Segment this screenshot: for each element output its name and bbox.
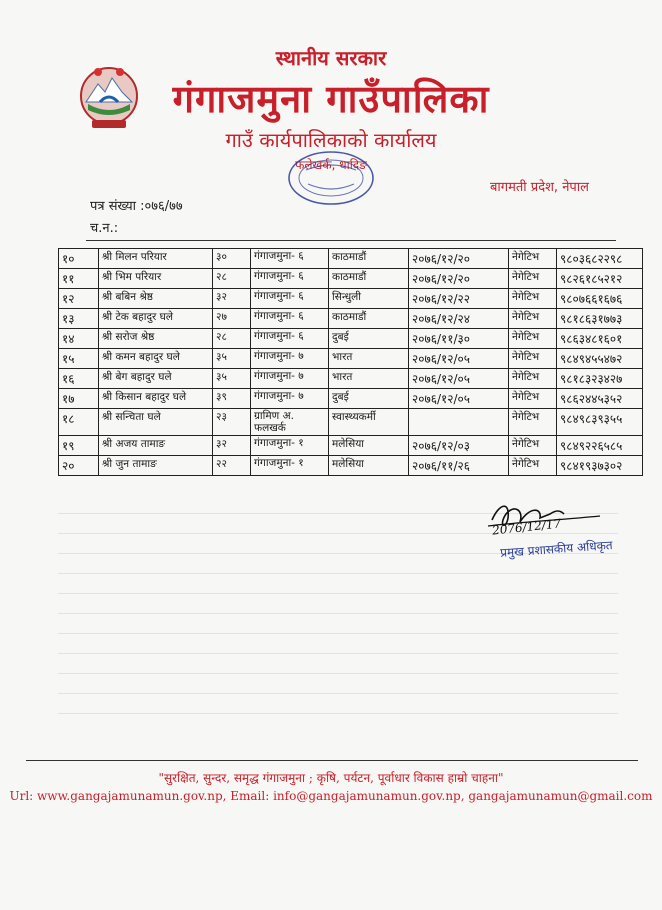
row-date: २०७६/११/२६	[409, 456, 509, 476]
row-phone: ९८६२४४५३५२	[557, 389, 643, 409]
row-name: श्री सन्चिता घले	[99, 409, 213, 436]
records-table	[58, 248, 643, 476]
table-row	[59, 456, 643, 476]
row-place: काठमाडौं	[329, 269, 409, 289]
header-local-govt: स्थानीय सरकार	[275, 46, 387, 70]
row-place: भारत	[329, 349, 409, 369]
table-row	[59, 369, 643, 389]
row-serial: २०	[59, 456, 99, 476]
row-date: २०७६/१२/०५	[409, 389, 509, 409]
row-date: २०७६/११/३०	[409, 329, 509, 349]
header-office-name: गाउँ कार्यपालिकाको कार्यालय	[225, 128, 437, 152]
table-row	[59, 269, 643, 289]
row-date: २०७६/१२/२०	[409, 249, 509, 269]
row-address: गंगाजमुना- ७	[251, 389, 329, 409]
table-row	[59, 389, 643, 409]
row-date: २०७६/१२/२०	[409, 269, 509, 289]
row-age: २८	[213, 329, 251, 349]
row-name: श्री अजय तामाङ	[99, 436, 213, 456]
row-result: नेगेटिभ	[509, 409, 557, 436]
row-address: ग्रामिण अ. फलखर्क	[251, 409, 329, 436]
row-result: नेगेटिभ	[509, 389, 557, 409]
row-date	[409, 409, 509, 436]
row-date: २०७६/१२/०५	[409, 349, 509, 369]
row-place: मलेसिया	[329, 436, 409, 456]
row-place: भारत	[329, 369, 409, 389]
header-municipality-name: गंगाजमुना गाउँपालिका	[172, 77, 490, 121]
row-name: श्री जुन तामाङ	[99, 456, 213, 476]
row-place: सिन्धुली	[329, 289, 409, 309]
row-age: २७	[213, 309, 251, 329]
header-province: बागमती प्रदेश, नेपाल	[490, 180, 589, 195]
row-address: गंगाजमुना- ६	[251, 289, 329, 309]
row-result: नेगेटिभ	[509, 329, 557, 349]
row-result: नेगेटिभ	[509, 436, 557, 456]
table-row	[59, 349, 643, 369]
header-divider	[86, 240, 616, 241]
row-result: नेगेटिभ	[509, 249, 557, 269]
row-age: ३९	[213, 389, 251, 409]
table-row	[59, 329, 643, 349]
row-age: ३५	[213, 349, 251, 369]
footer-slogan: "सुरक्षित, सुन्दर, समृद्ध गंगाजमुना ; कृषि, पर्यटन, पूर्वाधार विकास हाम्रो चाहना"	[158, 771, 504, 785]
row-place: दुबई	[329, 389, 409, 409]
row-phone: ९८४९८३९३५५	[557, 409, 643, 436]
row-address: गंगाजमुना- १	[251, 456, 329, 476]
row-name: श्री कमन बहादुर घले	[99, 349, 213, 369]
row-result: नेगेटिभ	[509, 289, 557, 309]
row-result: नेगेटिभ	[509, 309, 557, 329]
table-row	[59, 309, 643, 329]
row-place: काठमाडौं	[329, 249, 409, 269]
table-row	[59, 289, 643, 309]
row-address: गंगाजमुना- ६	[251, 269, 329, 289]
row-date: २०७६/१२/०५	[409, 369, 509, 389]
row-age: ३५	[213, 369, 251, 389]
row-serial: १२	[59, 289, 99, 309]
row-serial: १५	[59, 349, 99, 369]
row-address: गंगाजमुना- ६	[251, 249, 329, 269]
signature-date: 2076/12/17	[491, 516, 562, 538]
row-age: २२	[213, 456, 251, 476]
table-row	[59, 409, 643, 436]
row-name: श्री भिम परियार	[99, 269, 213, 289]
footer-contact: Url: www.gangajamunamun.gov.np, Email: info@gangajamunamun.gov.np, gangajamunamun@gmail.com	[9, 789, 653, 803]
reference-number: पत्र संख्या :०७६/७७	[90, 199, 183, 214]
row-name: श्री किसान बहादुर घले	[99, 389, 213, 409]
row-result: नेगेटिभ	[509, 456, 557, 476]
row-date: २०७६/१२/०३	[409, 436, 509, 456]
row-serial: ११	[59, 269, 99, 289]
row-place: काठमाडौं	[329, 309, 409, 329]
row-phone: ९८०३६८२२९८	[557, 249, 643, 269]
row-age: २३	[213, 409, 251, 436]
row-age: ३२	[213, 289, 251, 309]
row-place: दुबई	[329, 329, 409, 349]
row-serial: १६	[59, 369, 99, 389]
row-place: स्वास्थ्यकर्मी	[329, 409, 409, 436]
row-phone: ९८२६१८५२१२	[557, 269, 643, 289]
row-phone: ९८१८३२३४२७	[557, 369, 643, 389]
row-serial: १३	[59, 309, 99, 329]
table-row	[59, 249, 643, 269]
row-address: गंगाजमुना- ६	[251, 329, 329, 349]
row-place: मलेसिया	[329, 456, 409, 476]
row-result: नेगेटिभ	[509, 369, 557, 389]
row-serial: १७	[59, 389, 99, 409]
row-phone: ९८४१९३७३०२	[557, 456, 643, 476]
header-location: फलेखर्क, धादिङ	[295, 158, 367, 172]
row-phone: ९८४९२२६५८५	[557, 436, 643, 456]
row-serial: १०	[59, 249, 99, 269]
row-serial: १४	[59, 329, 99, 349]
office-stamp-icon	[276, 140, 386, 210]
row-result: नेगेटिभ	[509, 349, 557, 369]
row-address: गंगाजमुना- ७	[251, 349, 329, 369]
row-name: श्री बेग बहादुर घले	[99, 369, 213, 389]
dispatch-number: च.न.:	[90, 221, 119, 236]
row-address: गंगाजमुना- ६	[251, 309, 329, 329]
footer-divider	[26, 760, 638, 761]
row-age: ३०	[213, 249, 251, 269]
row-phone: ९८०७६६१६७६	[557, 289, 643, 309]
row-date: २०७६/१२/२४	[409, 309, 509, 329]
row-name: श्री सरोज श्रेष्ठ	[99, 329, 213, 349]
row-address: गंगाजमुना- १	[251, 436, 329, 456]
row-serial: १९	[59, 436, 99, 456]
row-serial: १८	[59, 409, 99, 436]
row-phone: ९८६३४८१६०१	[557, 329, 643, 349]
table-row	[59, 436, 643, 456]
row-result: नेगेटिभ	[509, 269, 557, 289]
row-name: श्री बबिन श्रेष्ठ	[99, 289, 213, 309]
row-name: श्री टेक बहादुर घले	[99, 309, 213, 329]
row-address: गंगाजमुना- ७	[251, 369, 329, 389]
row-name: श्री मिलन परियार	[99, 249, 213, 269]
row-date: २०७६/१२/२२	[409, 289, 509, 309]
row-age: २८	[213, 269, 251, 289]
row-phone: ९८४९४५५४७२	[557, 349, 643, 369]
signatory-title: प्रमुख प्रशासकीय अधिकृत	[499, 538, 614, 560]
row-phone: ९८१८६३१७७३	[557, 309, 643, 329]
row-age: ३२	[213, 436, 251, 456]
